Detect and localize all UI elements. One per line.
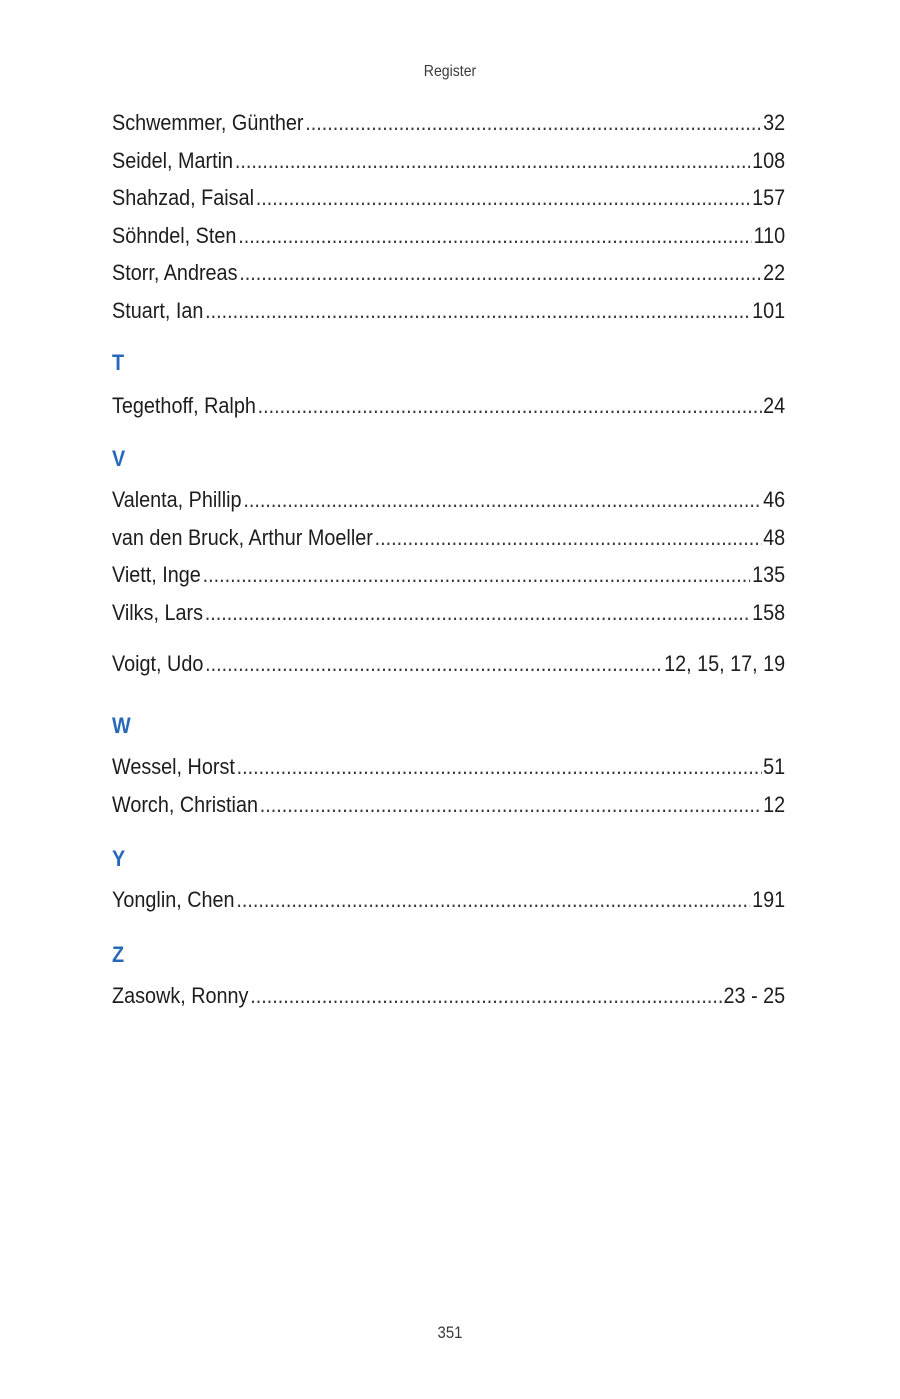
entry-pages: 12, 15, 17, 19 <box>664 651 786 676</box>
index-entry <box>112 179 785 217</box>
dot-leader <box>203 556 751 594</box>
entry-name: Schwemmer, Günther <box>112 110 304 135</box>
index-group-s <box>112 104 860 329</box>
dot-leader <box>258 387 762 425</box>
entry-name: Yonglin, Chen <box>112 887 235 912</box>
index-entry <box>112 254 785 292</box>
index-group-t <box>112 387 860 425</box>
dot-leader <box>250 977 721 1015</box>
entry-pages: 22 <box>763 260 786 285</box>
entry-pages: 46 <box>763 487 786 512</box>
index-entry <box>112 104 785 142</box>
entry-pages: 191 <box>752 887 786 912</box>
entry-name: Valenta, Phillip <box>112 487 242 512</box>
entry-name: Tegethoff, Ralph <box>112 393 256 418</box>
index-entry <box>112 387 785 425</box>
dot-leader <box>256 179 751 217</box>
index-entry <box>112 881 785 919</box>
index-entry <box>112 594 785 632</box>
index-entry <box>112 977 785 1015</box>
index-entry <box>112 142 785 180</box>
entry-name: Shahzad, Faisal <box>112 185 254 210</box>
entry-pages: 23 - 25 <box>723 983 786 1008</box>
section-letter: T <box>112 350 125 375</box>
entry-name: Seidel, Martin <box>112 147 234 173</box>
entry-name: Viett, Inge <box>112 562 201 587</box>
entry-pages: 108 <box>752 147 786 173</box>
dot-leader <box>375 519 762 557</box>
entry-pages: 32 <box>763 110 786 135</box>
index-entry <box>112 217 785 255</box>
dot-leader <box>236 881 750 919</box>
entry-name: Wessel, Horst <box>112 754 235 779</box>
section-letter: Z <box>112 942 125 967</box>
dot-leader <box>238 217 752 255</box>
entry-pages: 24 <box>763 393 786 418</box>
dot-leader <box>260 786 762 824</box>
entry-pages: 48 <box>763 524 786 550</box>
index-entry <box>112 556 785 594</box>
section-letter: V <box>112 446 126 471</box>
entry-pages: 158 <box>752 599 786 625</box>
index-group-w <box>112 748 860 823</box>
dot-leader <box>205 594 751 632</box>
entry-name: Stuart, Ian <box>112 297 204 323</box>
entry-pages: 51 <box>763 754 786 779</box>
dot-leader <box>237 748 762 786</box>
index-entry <box>112 645 785 683</box>
index-entry <box>112 292 785 330</box>
index-group-v <box>112 481 860 631</box>
index-entry <box>112 481 785 519</box>
entry-pages: 12 <box>763 791 786 817</box>
entry-name: Voigt, Udo <box>112 651 204 676</box>
index-group-z <box>112 977 860 1015</box>
entry-name: Söhndel, Sten <box>112 222 237 248</box>
dot-leader <box>205 645 662 683</box>
running-head: Register <box>423 63 477 80</box>
entry-pages: 135 <box>752 562 786 587</box>
entry-name: Worch, Christian <box>112 791 258 817</box>
index-entry <box>112 519 785 557</box>
page-number: 351 <box>437 1323 463 1342</box>
entry-name: Zasowk, Ronny <box>112 983 249 1008</box>
dot-leader <box>239 254 761 292</box>
index-group-y <box>112 881 860 919</box>
section-letter: W <box>112 713 131 738</box>
entry-pages: 157 <box>752 185 786 210</box>
entry-name: Storr, Andreas <box>112 260 238 285</box>
dot-leader <box>243 481 761 519</box>
entry-pages: 110 <box>753 222 786 248</box>
entry-name: Vilks, Lars <box>112 599 203 625</box>
section-letter: Y <box>112 846 126 871</box>
entry-pages: 101 <box>752 297 786 323</box>
dot-leader <box>235 142 750 180</box>
dot-leader <box>305 104 761 142</box>
entry-name: van den Bruck, Arthur Moeller <box>112 524 373 550</box>
dot-leader <box>205 292 750 330</box>
index-entry <box>112 748 785 786</box>
index-group-v-cont <box>112 645 860 683</box>
index-entry <box>112 786 785 824</box>
